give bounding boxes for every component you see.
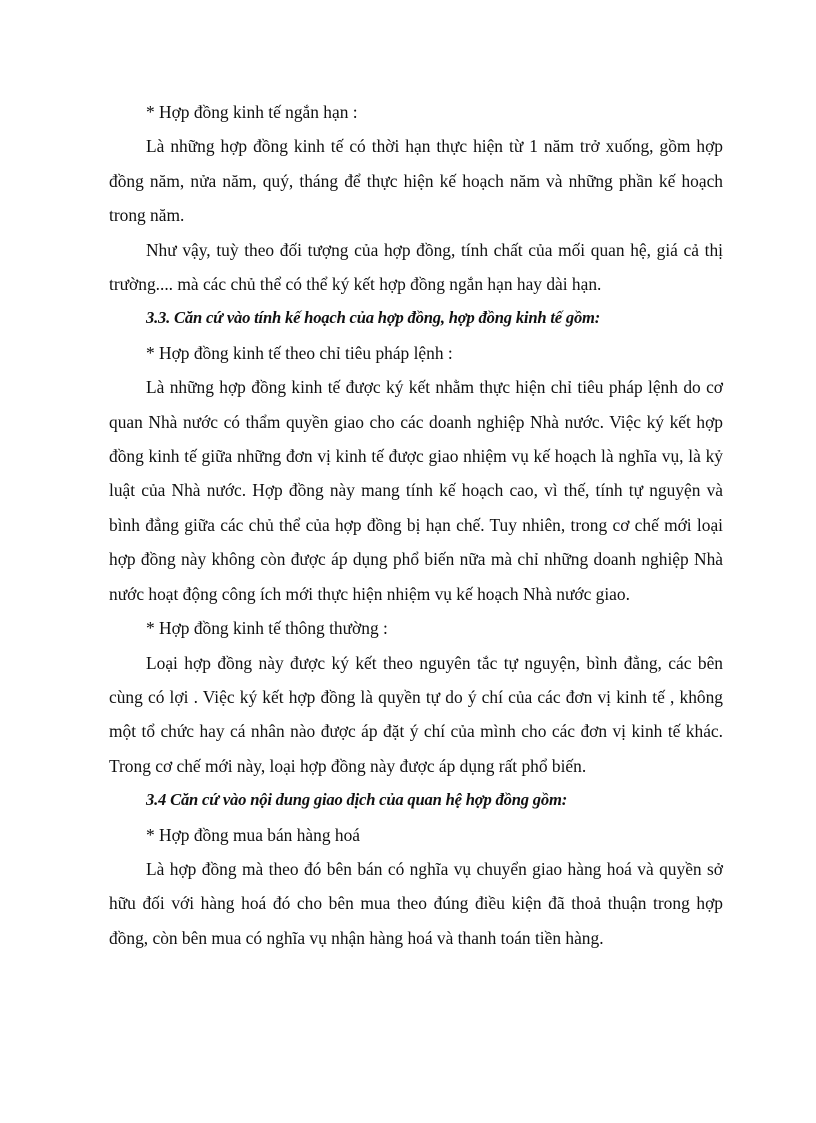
paragraph-mandatory-plan-contract-label: * Hợp đồng kinh tế theo chỉ tiêu pháp lệnh : <box>146 342 453 363</box>
paragraph-ordinary-contract-label: * Hợp đồng kinh tế thông thường : <box>146 618 388 639</box>
paragraph-short-term-contract-label: * Hợp đồng kinh tế ngắn hạn : <box>146 102 358 122</box>
paragraph-term-choice-summary: Như vậy, tuỳ theo đối tượng của hợp đồng, tính chất của mối quan hệ, giá cả thị trường.... mà các chủ thể có thể ký kết hợp đồng ngắn hạn hay dài hạn. <box>109 239 723 295</box>
document-body <box>109 95 723 955</box>
section-heading-3-4: 3.4 Căn cứ vào nội dung giao dịch của quan hệ hợp đồng gồm: <box>146 790 568 810</box>
paragraph-goods-sale-contract-label: * Hợp đồng mua bán hàng hoá <box>146 824 360 845</box>
paragraph-goods-sale-contract-definition: Là hợp đồng mà theo đó bên bán có nghĩa vụ chuyển giao hàng hoá và quyền sở hữu đối với hàng hoá đó cho bên mua theo đúng điều kiện đã thoả thuận trong hợp đồng, còn bên mua có nghĩa vụ nhận hàng hoá và thanh toán tiền hàng. <box>109 858 723 948</box>
section-heading-3-3: 3.3. Căn cứ vào tính kế hoạch của hợp đồng, hợp đồng kinh tế gồm: <box>146 308 601 328</box>
paragraph-mandatory-plan-contract-definition: Là những hợp đồng kinh tế được ký kết nhằm thực hiện chỉ tiêu pháp lệnh do cơ quan Nhà nước có thẩm quyền giao cho các doanh nghiệp Nhà nước. Việc ký kết hợp đồng kinh tế giữa những đơn vị kinh tế được giao nhiệm vụ kế hoạch là nghĩa vụ, là kỷ luật của Nhà nước. Hợp đồng này mang tính kế hoạch cao, vì thế, tính tự nguyện và bình đẳng giữa các chủ thể của hợp đồng bị hạn chế. Tuy nhiên, trong cơ chế mới loại hợp đồng này không còn được áp dụng phổ biến nữa mà chỉ những doanh nghiệp Nhà nước hoạt động công ích mới thực hiện nhiệm vụ kế hoạch Nhà nước giao. <box>109 377 723 604</box>
paragraph-ordinary-contract-definition: Loại hợp đồng này được ký kết theo nguyên tắc tự nguyện, bình đẳng, các bên cùng có lợi . Việc ký kết hợp đồng là quyền tự do ý chí của các đơn vị kinh tế , không một tổ chức hay cá nhân nào được áp đặt ý chí của mình cho các đơn vị kinh tế khác. Trong cơ chế mới này, loại hợp đồng này được áp dụng rất phổ biến. <box>109 652 723 776</box>
paragraph-short-term-contract-definition: Là những hợp đồng kinh tế có thời hạn thực hiện từ 1 năm trở xuống, gồm hợp đồng năm, nửa năm, quý, tháng để thực hiện kế hoạch năm và những phần kế hoạch trong năm. <box>109 136 723 226</box>
